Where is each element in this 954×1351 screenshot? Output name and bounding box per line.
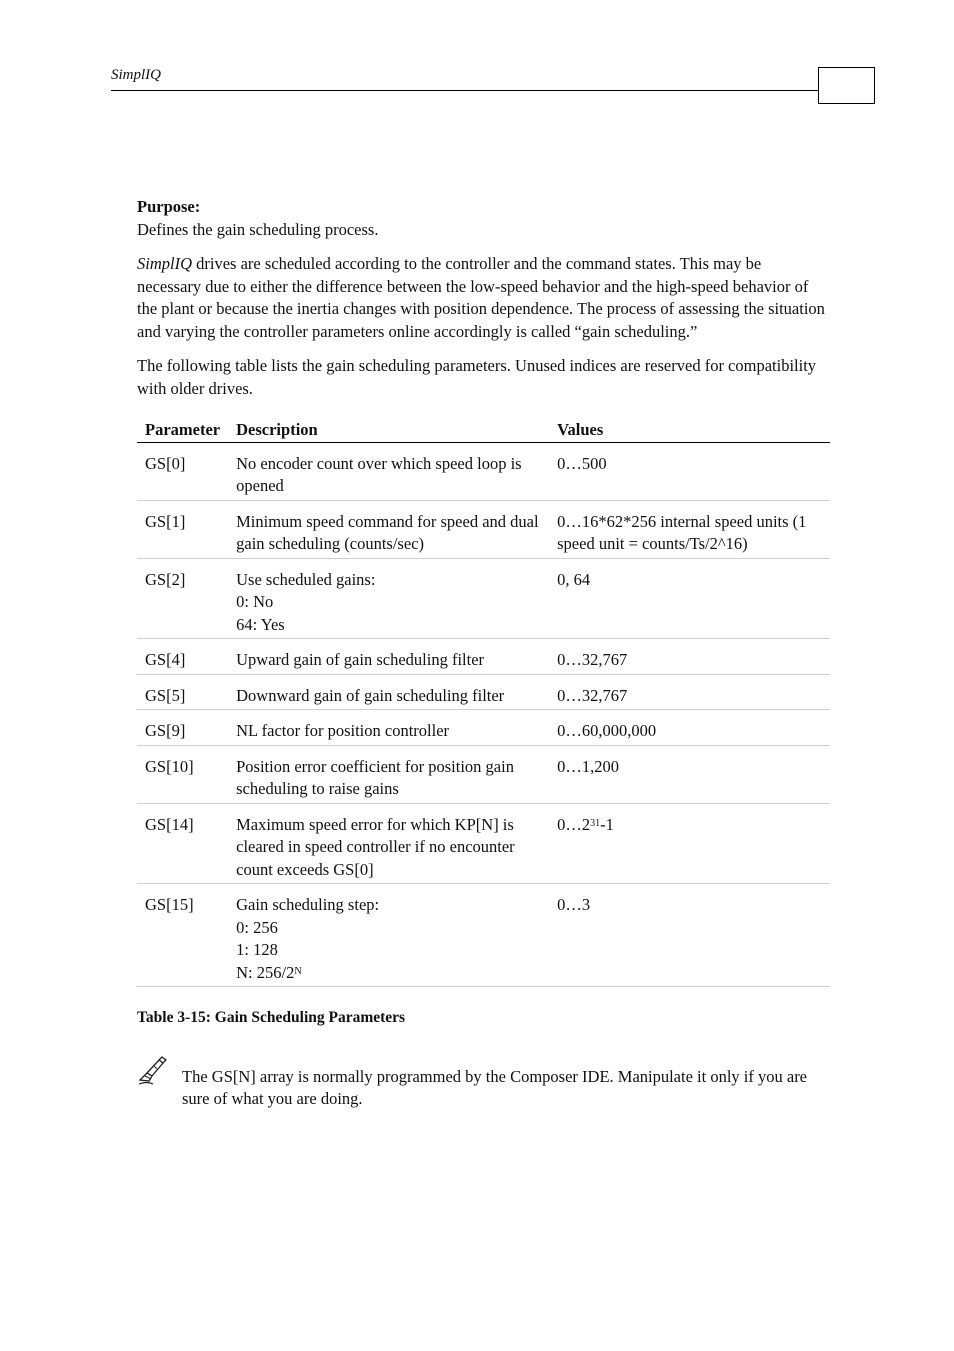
parameter-cell: GS[0] [137,442,228,500]
description-cell [228,803,549,884]
description-superscript: N [294,965,302,977]
values-tail: -1 [600,814,614,834]
description-cell [228,710,549,746]
description-cell [228,442,549,500]
description-line: 64: Yes [236,614,285,634]
description-line: Maximum speed error for which KP[N] is cleared in speed controller if no encounter count exceeds GS[0] [236,814,515,879]
column-header-description: Description [228,419,549,442]
table-row [137,558,830,639]
values-cell [549,558,830,639]
table-row [137,884,830,987]
values-cell [549,745,830,803]
description-line: No encoder count over which speed loop is opened [236,453,522,495]
values-line: 0…32,767 [557,685,628,705]
document-body [137,196,829,1111]
brand-name: SimplIQ [137,254,192,273]
table-header-row [137,419,830,442]
intro-paragraph [137,253,829,343]
description-cell [228,884,549,987]
page-number-box [818,67,875,104]
values-line: 0…32,767 [557,650,628,669]
description-cell [228,500,549,558]
description-line: Upward gain of gain scheduling filter [236,650,485,669]
table-row [137,803,830,884]
values-line: 0…60,000,000 [557,721,657,740]
note-text: The GS[N] array is normally programmed by the Composer IDE. Manipulate it only if you are sure of what you are doing. [182,1066,808,1108]
parameter-cell: GS[2] [137,558,228,639]
table-row [137,442,830,500]
values-cell [549,710,830,746]
values-cell [549,500,830,558]
description-cell [228,558,549,639]
description-line: NL factor for position controller [236,721,450,740]
description-line: 0: No [236,592,274,611]
description-cell [228,639,549,675]
description-cell [228,674,549,710]
description-line: Position error coefficient for position gain scheduling to raise gains [236,756,514,798]
table-row [137,639,830,675]
description-line: Downward gain of gain scheduling filter [236,685,505,705]
values-line: 0…16*62*256 internal speed units (1 speed unit = counts/Ts/2^16) [557,511,807,553]
description-cell [228,745,549,803]
column-header-parameter: Parameter [137,419,228,442]
values-cell [549,442,830,500]
parameter-cell: GS[9] [137,710,228,746]
table-body [137,442,830,987]
description-line: 1: 128 [236,940,278,959]
running-header-title: SimplIQ [111,67,161,83]
values-superscript: 31 [590,817,601,829]
parameter-cell: GS[10] [137,745,228,803]
values-cell [549,674,830,710]
values-line: 0…3 [557,895,591,914]
values-line: 0…1,200 [557,756,619,776]
parameter-cell: GS[14] [137,803,228,884]
gain-scheduling-table [137,419,830,987]
values-line: 0, 64 [557,569,591,589]
parameter-cell: GS[15] [137,884,228,987]
table-caption: Table 3-15: Gain Scheduling Parameters [137,1009,406,1026]
column-header-values: Values [549,419,830,442]
description-base: N: 256/2 [236,962,295,982]
description-line: Minimum speed command for speed and dual gain scheduling (counts/sec) [236,511,539,553]
description-line: Use scheduled gains: [236,569,376,589]
values-cell [549,884,830,987]
parameter-cell: GS[4] [137,639,228,675]
table-row [137,500,830,558]
purpose-text: Defines the gain scheduling process. [137,219,379,239]
description-line: Gain scheduling step: [236,895,380,914]
values-base: 0…2 [557,814,591,834]
parameter-cell: GS[1] [137,500,228,558]
header-rule [111,90,819,91]
values-cell [549,803,830,884]
table-intro-paragraph: The following table lists the gain scheduling parameters. Unused indices are reserved for compatibility with older drives. [137,356,817,398]
purpose-label: Purpose: [137,197,201,216]
table-row [137,674,830,710]
note-block [137,1066,829,1111]
values-line: 0…500 [557,453,607,473]
writing-hand-icon [137,1054,171,1088]
table-row [137,710,830,746]
table-row [137,745,830,803]
values-cell [549,639,830,675]
parameter-cell: GS[5] [137,674,228,710]
description-line [236,962,541,985]
description-line: 0: 256 [236,917,278,937]
intro-text: drives are scheduled according to the controller and the command states. This may be necessary due to either the difference between the low-speed behavior and the high-speed behavior of the plant or because the inertia changes with position dependence. The process of assessing the situation and varying the controller parameters online accordingly is called “gain scheduling.” [137,254,825,341]
